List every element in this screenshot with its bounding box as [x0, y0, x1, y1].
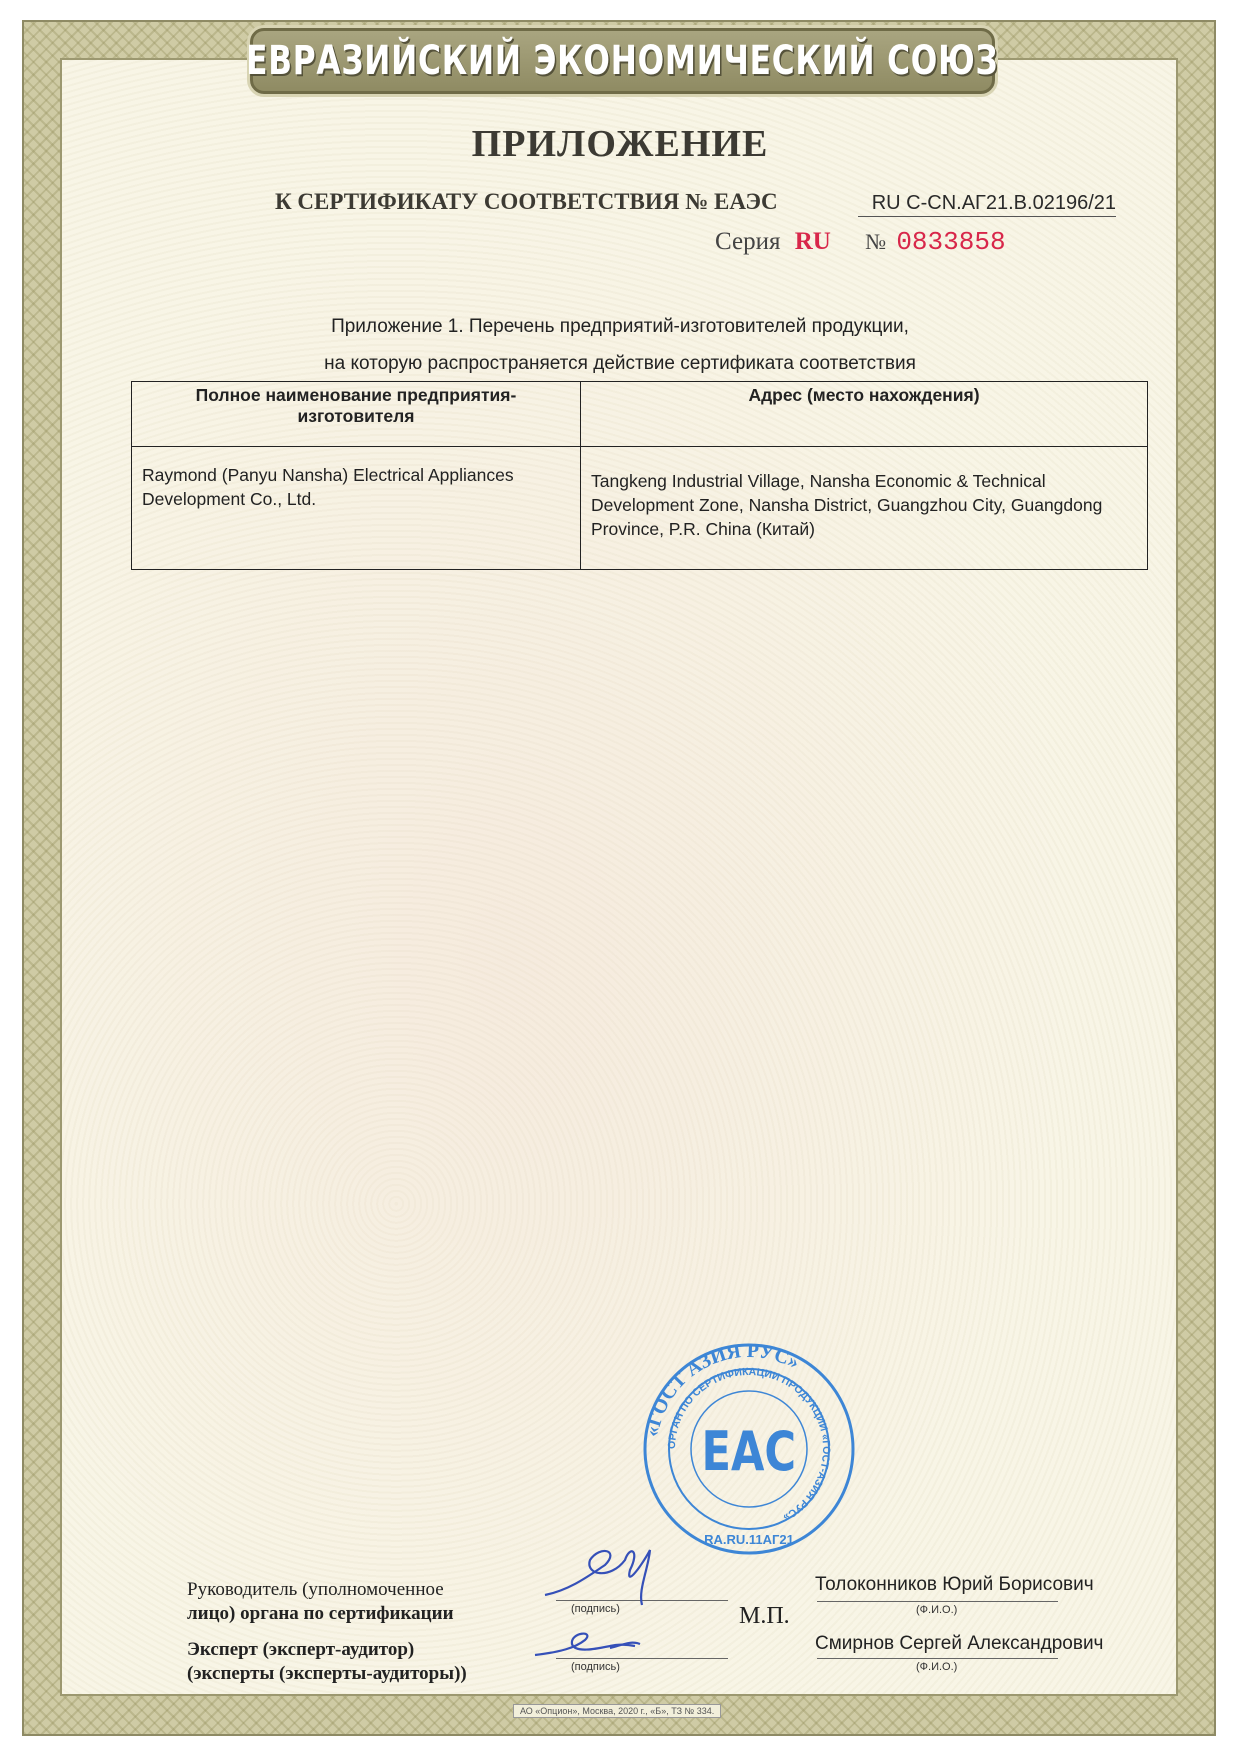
manufacturer-address: Tangkeng Industrial Village, Nansha Economic & Technical Development Zone, Nansha District, Guangzhou City, Guangdong Province, P.R. China (Китай)	[581, 447, 1148, 570]
stamp-outer-text: «ГОСТ АЗИЯ РУС»	[640, 1340, 804, 1439]
stamp-inner-text: ОРГАН ПО СЕРТИФИКАЦИИ ПРОДУКЦИИ «ГОСТ-АЗИЯ РУС»	[665, 1365, 833, 1524]
intro-line-2: на которую распространяется действие сертификата соответствия	[324, 353, 916, 374]
handwritten-signatures	[530, 1520, 730, 1680]
column-header-name: Полное наименование предприятия-изготовителя	[132, 382, 581, 447]
blank-number: 0833858	[896, 227, 1006, 257]
head-signature-hint: (подпись)	[571, 1603, 620, 1615]
printer-imprint: АО «Опцион», Москва, 2020 г., «Б», ТЗ № 334.	[513, 1704, 721, 1718]
head-label-line-1: Руководитель (уполномоченное	[187, 1579, 444, 1600]
column-header-address: Адрес (место нахождения)	[581, 382, 1148, 447]
intro-line-1: Приложение 1. Перечень предприятий-изготовителей продукции,	[331, 316, 909, 337]
series-value: RU	[794, 228, 831, 255]
expert-label-line-1: Эксперт (эксперт-аудитор)	[187, 1639, 415, 1660]
seal-place-label: М.П.	[739, 1603, 790, 1629]
manufacturers-table	[131, 381, 1148, 570]
series-row	[715, 227, 1006, 257]
banner-text: ЕВРАЗИЙСКИЙ ЭКОНОМИЧЕСКИЙ СОЮЗ	[246, 38, 999, 84]
manufacturer-name: Raymond (Panyu Nansha) Electrical Appliances Development Co., Ltd.	[132, 447, 581, 570]
stamp-center-mark: ЕАС	[701, 1420, 797, 1484]
table-header-row	[132, 382, 1148, 447]
certificate-label: К СЕРТИФИКАТУ СООТВЕТСТВИЯ № ЕАЭС	[275, 189, 778, 214]
certificate-number: RU C-CN.АГ21.В.02196/21	[858, 192, 1116, 217]
page-title: ПРИЛОЖЕНИЕ	[471, 123, 769, 165]
expert-signature-hint: (подпись)	[571, 1661, 620, 1673]
head-name: Толоконников Юрий Борисович	[815, 1574, 1094, 1595]
expert-name: Смирнов Сергей Александрович	[815, 1633, 1104, 1654]
expert-label-line-2: (эксперты (эксперты-аудиторы))	[187, 1663, 467, 1684]
number-sign: №	[865, 229, 887, 254]
head-name-hint: (Ф.И.О.)	[916, 1604, 958, 1616]
union-banner	[246, 28, 999, 94]
certificate-paper	[60, 58, 1178, 1696]
table-row	[132, 447, 1148, 570]
expert-name-line	[817, 1658, 1058, 1659]
stamp-reg-number: RA.RU.11АГ21	[704, 1532, 794, 1547]
series-label: Серия	[715, 228, 781, 255]
expert-name-hint: (Ф.И.О.)	[916, 1661, 958, 1673]
head-label-line-2: лицо) органа по сертификации	[187, 1603, 454, 1624]
head-name-line	[817, 1601, 1058, 1602]
